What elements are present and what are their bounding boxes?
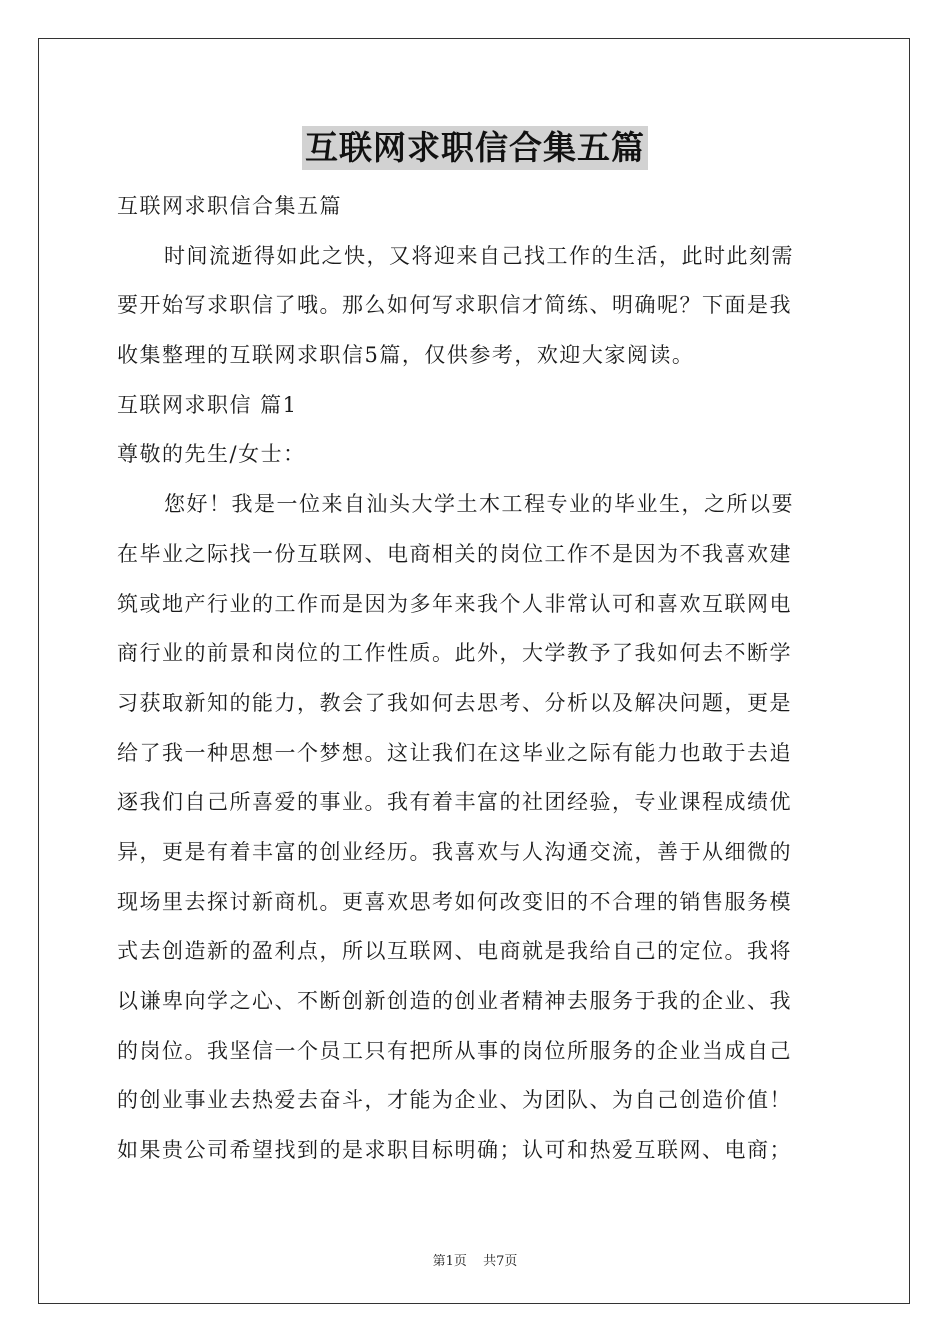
body-line: 的创业事业去热爱去奋斗，才能为企业、为团队、为自己创造价值！ [117, 1088, 792, 1113]
body-line: 互联网求职信 篇1 [117, 392, 298, 417]
body-line: 在毕业之际找一份互联网、电商相关的岗位工作不是因为不我喜欢建 [117, 541, 792, 566]
body-line: 筑或地产行业的工作而是因为多年来我个人非常认可和喜欢互联网电 [117, 591, 792, 616]
title-wrap [0, 126, 950, 170]
document-title: 互联网求职信合集五篇 [302, 126, 648, 170]
body-line: 您好！我是一位来自汕头大学土木工程专业的毕业生，之所以要 [164, 492, 794, 517]
body-line: 式去创造新的盈利点，所以互联网、电商就是我给自己的定位。我将 [117, 939, 792, 964]
body-line: 商行业的前景和岗位的工作性质。此外，大学教予了我如何去不断学 [117, 641, 792, 666]
page-footer [0, 1250, 950, 1269]
document-body [117, 182, 837, 1176]
body-line: 逐我们自己所喜爱的事业。我有着丰富的社团经验，专业课程成绩优 [117, 790, 792, 815]
body-line: 如果贵公司希望找到的是求职目标明确；认可和热爱互联网、电商； [117, 1138, 792, 1163]
page-total: 共7页 [483, 1254, 518, 1269]
body-line: 收集整理的互联网求职信5篇，仅供参考，欢迎大家阅读。 [117, 343, 695, 368]
body-line: 习获取新知的能力，教会了我如何去思考、分析以及解决问题，更是 [117, 690, 792, 715]
body-line: 要开始写求职信了哦。那么如何写求职信才简练、明确呢？下面是我 [117, 293, 792, 318]
body-line: 以谦卑向学之心、不断创新创造的创业者精神去服务于我的企业、我 [117, 989, 792, 1013]
page-current: 第1页 [432, 1254, 467, 1269]
body-line: 给了我一种思想一个梦想。这让我们在这毕业之际有能力也敢于去追 [117, 740, 792, 765]
body-line: 的岗位。我坚信一个员工只有把所从事的岗位所服务的企业当成自己 [117, 1038, 792, 1063]
body-line: 时间流逝得如此之快，又将迎来自己找工作的生活，此时此刻需 [164, 243, 794, 268]
body-line: 尊敬的先生/女士： [117, 442, 306, 467]
body-line: 异，更是有着丰富的创业经历。我喜欢与人沟通交流，善于从细微的 [117, 839, 792, 864]
body-line: 互联网求职信合集五篇 [117, 194, 342, 218]
body-line: 现场里去探讨新商机。更喜欢思考如何改变旧的不合理的销售服务模 [117, 889, 792, 914]
